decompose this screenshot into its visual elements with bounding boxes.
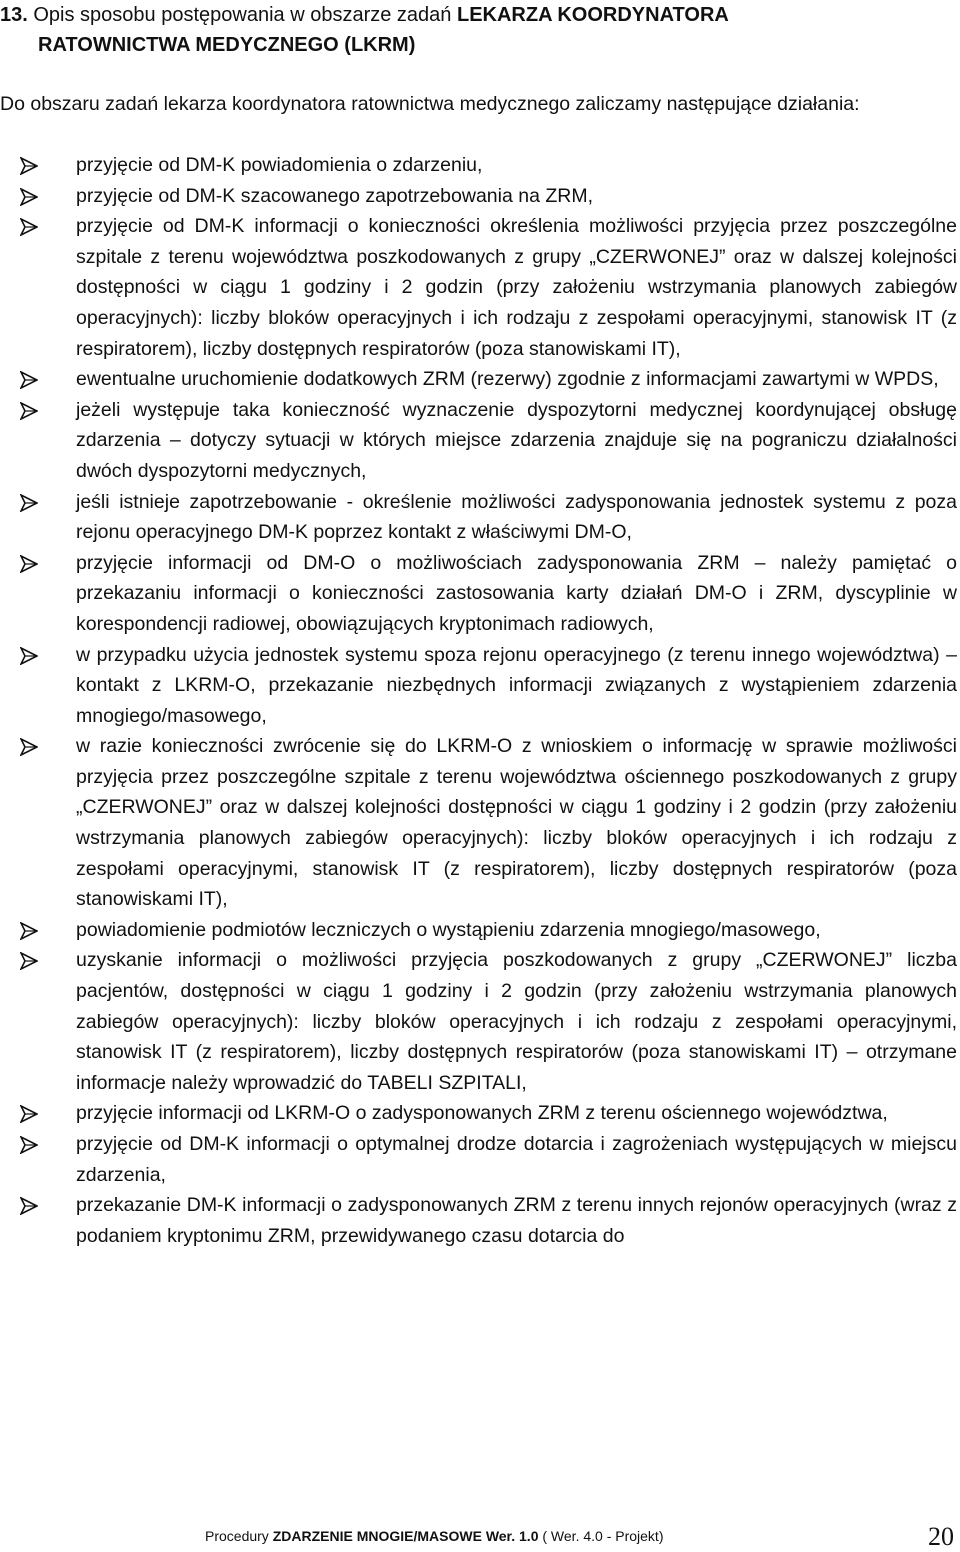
list-item <box>0 395 957 487</box>
footer-procedure-name: ZDARZENIE MNOGIE/MASOWE Wer. 1.0 <box>272 1528 539 1544</box>
list-item-text: w razie konieczności zwrócenie się do LKRM-O z wnioskiem o informację w sprawie możliwości przyjęcia przez poszczególne szpitale z terenu województwa ościennego poszkodowanych z grupy „CZERWONEJ” oraz w dalszej kolejności dostępności w ciągu 1 godziny i 2 godzin (przy założeniu wstrzymania planowych zabiegów operacyjnych): liczby bloków operacyjnych i ich rodzaju z zespołami operacyjnymi, stanowisk IT (z respiratorem), liczby dostępnych respiratorów (poza stanowiskami IT), <box>76 735 957 911</box>
intro-paragraph: Do obszaru zadań lekarza koordynatora ratownictwa medycznego zaliczamy następujące działania: <box>0 93 860 115</box>
list-item-text: powiadomienie podmiotów leczniczych o wystąpieniu zdarzenia mnogiego/masowego, <box>76 918 821 941</box>
arrowhead-bullet-icon <box>20 494 38 512</box>
section-heading <box>0 0 955 60</box>
arrowhead-bullet-icon <box>20 188 38 206</box>
arrowhead-bullet-icon <box>20 1197 38 1215</box>
list-item <box>0 731 957 915</box>
arrowhead-bullet-icon <box>20 555 38 573</box>
list-item-text: ewentualne uruchomienie dodatkowych ZRM (rezerwy) zgodnie z informacjami zawartymi w WPDS, <box>76 368 939 391</box>
list-item <box>0 181 957 212</box>
list-item-text: uzyskanie informacji o możliwości przyjęcia poszkodowanych z grupy „CZERWONEJ” liczba pacjentów, dostępności w ciągu 1 godziny i 2 godzin (przy założeniu wstrzymania planowych zabiegów operacyjnych): liczby bloków operacyjnych i ich rodzaju z zespołami operacyjnymi, stanowisk IT (z respiratorem), liczby dostępnych respiratorów (poza stanowiskami IT) – otrzymane informacje należy wprowadzić do TABELI SZPITALI, <box>76 949 957 1094</box>
list-item <box>0 1190 957 1251</box>
list-item <box>0 487 957 548</box>
page-footer <box>205 1527 663 1545</box>
list-item-text: przyjęcie informacji od LKRM-O o zadysponowanych ZRM z terenu ościennego województwa, <box>76 1102 888 1125</box>
arrowhead-bullet-icon <box>20 371 38 389</box>
arrowhead-bullet-icon <box>20 952 38 970</box>
list-item <box>0 548 957 640</box>
footer-prefix: Procedury <box>205 1528 269 1544</box>
list-item-text: przyjęcie od DM-K informacji o konieczności określenia możliwości przyjęcia przez poszczególne szpitale z terenu województwa poszkodowanych z grupy „CZERWONEJ” oraz w dalszej kolejności dostępności w ciągu 1 godziny i 2 godzin (przy założeniu wstrzymania planowych zabiegów operacyjnych): liczby bloków operacyjnych i ich rodzaju z zespołami operacyjnymi, stanowisk IT (z respiratorem), liczby dostępnych respiratorów (poza stanowiskami IT), <box>76 215 957 360</box>
list-item <box>0 211 957 364</box>
list-item <box>0 640 957 732</box>
arrowhead-bullet-icon <box>20 157 38 175</box>
page-number: 20 <box>928 1522 954 1551</box>
arrowhead-bullet-icon <box>20 1136 38 1154</box>
list-item-text: w przypadku użycia jednostek systemu spoza rejonu operacyjnego (z terenu innego województwa) – kontakt z LKRM-O, przekazanie niezbędnych informacji związanych z wystąpieniem zdarzenia mnogiego/masowego, <box>76 643 957 727</box>
arrowhead-bullet-icon <box>20 922 38 940</box>
arrowhead-bullet-icon <box>20 647 38 665</box>
section-number: 13. <box>0 4 28 26</box>
section-heading-title-line1: LEKARZA KOORDYNATORA <box>456 4 729 26</box>
list-item-text: przyjęcie informacji od DM-O o możliwościach zadysponowania ZRM – należy pamiętać o przekazaniu informacji o konieczności zastosowania karty działań DM-O i ZRM, dyscyplinie w korespondencji radiowej, obowiązujących kryptonimach radiowych, <box>76 551 957 635</box>
list-item-text: jeżeli występuje taka konieczność wyznaczenie dyspozytorni medycznej koordynującej obsługę zdarzenia – dotyczy sytuacji w których miejsce zdarzenia znajduje się na pograniczu działalności dwóch dyspozytorni medycznych, <box>76 398 957 482</box>
arrowhead-bullet-icon <box>20 738 38 756</box>
list-item-text: jeśli istnieje zapotrzebowanie - określenie możliwości zadysponowania jednostek systemu z poza rejonu operacyjnego DM-K poprzez kontakt z właściwymi DM-O, <box>76 490 957 544</box>
list-item-text: przekazanie DM-K informacji o zadysponowanych ZRM z terenu innych rejonów operacyjnych (wraz z podaniem kryptonimu ZRM, przewidywanego czasu dotarcia do <box>76 1194 957 1247</box>
list-item <box>0 364 957 395</box>
arrowhead-bullet-icon <box>20 218 38 236</box>
list-item-text: przyjęcie od DM-K powiadomienia o zdarzeniu, <box>76 154 483 176</box>
section-heading-prefix: Opis sposobu postępowania w obszarze zadań <box>33 4 452 26</box>
list-item <box>0 1098 957 1129</box>
list-item <box>0 915 957 946</box>
section-heading-title-line2: RATOWNICTWA MEDYCZNEGO (LKRM) <box>38 34 416 56</box>
arrowhead-bullet-icon <box>20 1105 38 1123</box>
list-item <box>0 1129 957 1190</box>
list-item-text: przyjęcie od DM-K informacji o optymalnej drodze dotarcia i zagrożeniach występujących w miejscu zdarzenia, <box>76 1133 957 1186</box>
list-item-text: przyjęcie od DM-K szacowanego zapotrzebowania na ZRM, <box>76 184 593 207</box>
footer-version: ( Wer. 4.0 - Projekt) <box>542 1528 664 1544</box>
task-list <box>0 150 957 1251</box>
list-item <box>0 150 957 181</box>
arrowhead-bullet-icon <box>20 402 38 420</box>
list-item <box>0 945 957 1098</box>
